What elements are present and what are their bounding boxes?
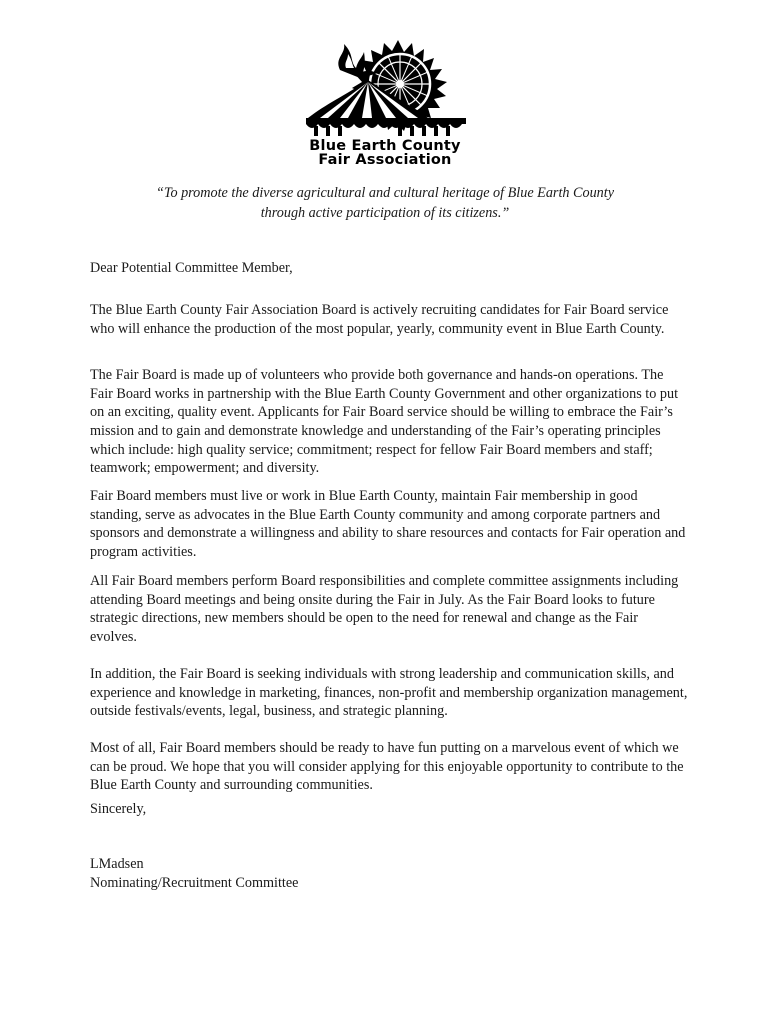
mission-line-2: through active participation of its citizens.” (260, 204, 510, 221)
body-paragraph-3: Fair Board members must live or work in Blue Earth County, maintain Fair membership in good standing, serve as advocates in the Blue Earth County community and among corporate partners and sponsors and demonstrate a willingness and ability to share resources and contacts for Fair operation and program activities. (90, 488, 686, 560)
mission-line-1: “To promote the diverse agricultural and cultural heritage of Blue Earth County (155, 185, 615, 201)
logo-text-line1: Blue Earth County (309, 138, 461, 154)
body-paragraph-1: The Blue Earth County Fair Association Board is actively recruiting candidates for Fair Board service who will enhance the production of the most popular, yearly, community event in Blue Earth County. (90, 302, 669, 337)
logo-text-line2: Fair Association (318, 152, 452, 168)
closing: Sincerely, (90, 801, 147, 817)
salutation: Dear Potential Committee Member, (90, 260, 293, 276)
signer-name: LMadsen (90, 856, 144, 872)
body-paragraph-5: In addition, the Fair Board is seeking individuals with strong leadership and communication skills, and experience and knowledge in marketing, finances, non-profit and membership organization management, outside festivals/events, legal, business, and strategic planning. (90, 666, 688, 720)
body-paragraph-4: All Fair Board members perform Board responsibilities and complete committee assignments including attending Board meetings and being onsite during the Fair in July. As the Fair Board looks to future strategic directions, new members should be open to the need for renewal and change as the Fair evolves. (90, 573, 679, 645)
logo-base (306, 118, 466, 136)
body-paragraph-6: Most of all, Fair Board members should be ready to have fun putting on a marvelous event of which we can be proud. We hope that you will consider applying for this enjoyable opportunity to contribute to the Blue Earth County and surrounding communities. (90, 740, 684, 794)
mission-statement (120, 184, 650, 223)
signer-title: Nominating/Recruitment Committee (90, 875, 299, 891)
body-paragraph-2: The Fair Board is made up of volunteers who provide both governance and hands-on operations. The Fair Board works in partnership with the Blue Earth County Government and other organizations to put on an exciting, quality event. Applicants for Fair Board service should be willing to embrace the Fair’s mission and to gain and demonstrate knowledge and understanding of the Fair’s operating principles which include: high quality service; commitment; respect for fellow Fair Board members and staff; teamwork; empowerment; and diversity. (90, 367, 679, 477)
logo-flame (338, 44, 364, 78)
fair-association-logo (300, 40, 470, 168)
fair-logo-ferris-wheel-tent-icon (300, 40, 470, 140)
